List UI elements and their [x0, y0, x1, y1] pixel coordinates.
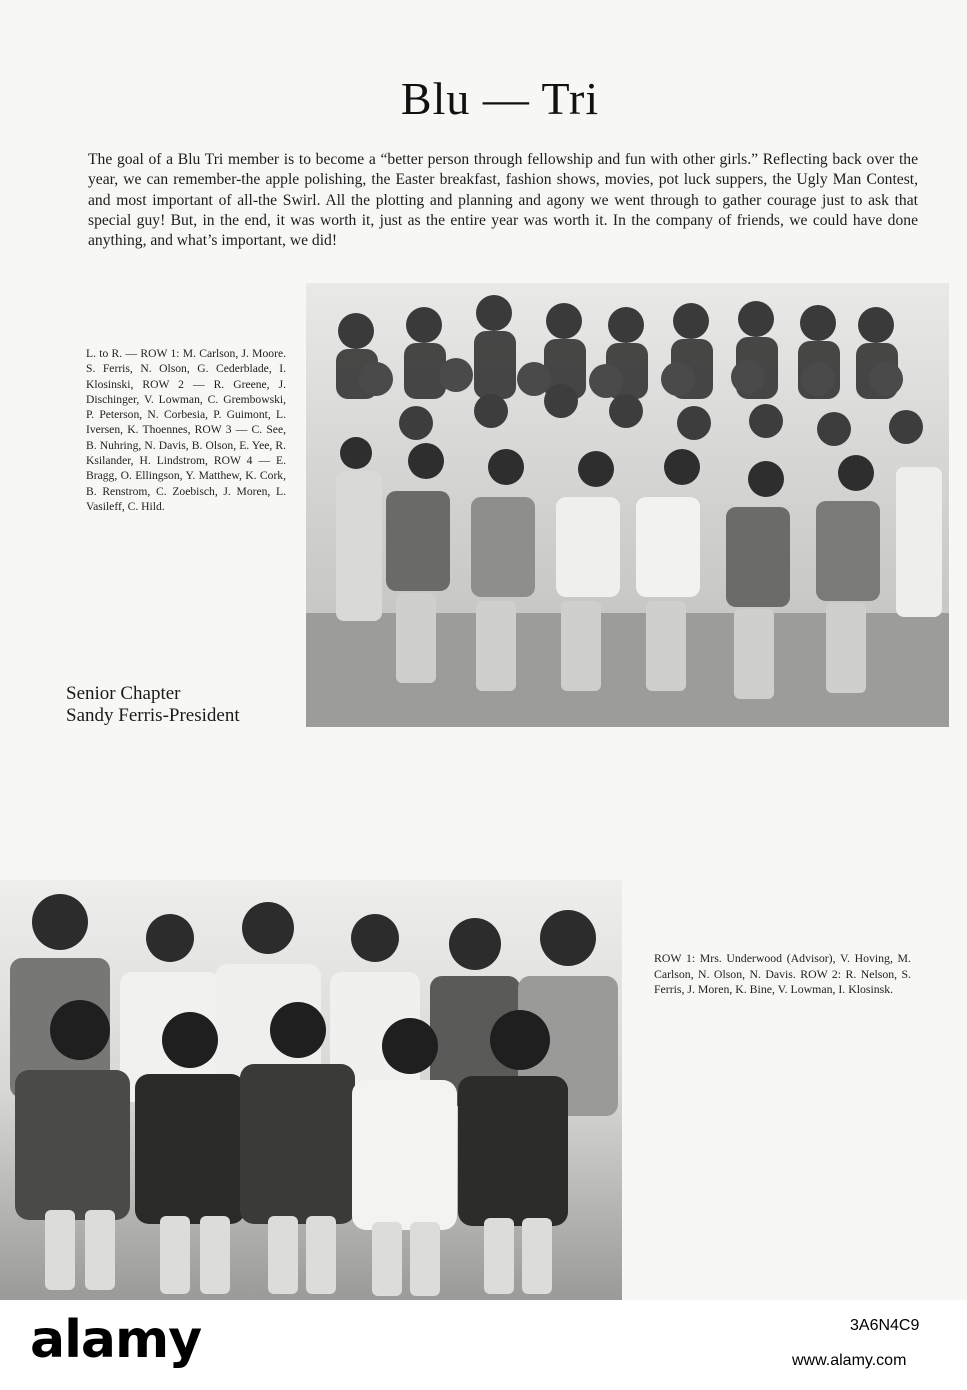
chapter-name: Senior Chapter [66, 683, 181, 704]
senior-photo-caption: L. to R. — ROW 1: M. Carlson, J. Moore. S. Ferris, N. Olson, G. Cederblade, I. Klosinski, ROW 2 — R. Greene, J. Dischinger, V. Lowman, C. Grembowski, P. Peterson, N. Corbesia, P. Guimont, L. Iversen, K. Thoennes, ROW 3 — C. See, B. Nuhring, N. Davis, B. Olson, E. Yee, R. Ksilander, H. Lindstrom, ROW 4 — E. Bragg, O. Ellingson, Y. Matthew, K. Cork, B. Renstrom, C. Zoebisch, J. Moren, L. Vasileff, C. Hild. [86, 347, 286, 513]
stock-url: www.alamy.com [792, 1352, 907, 1369]
alamy-logo: alamy [30, 1310, 202, 1370]
stock-image-id: 3A6N4C9 [850, 1317, 920, 1334]
senior-group-photo [306, 283, 949, 727]
intro-paragraph: The goal of a Blu Tri member is to become a “better person through fellowship and fun with other girls.” Reflecting back over the year, we can remember-the apple polishing, the Easter breakfast, fashion shows, movies, pot luck suppers, the Ugly Man Contest, and most important of all-the Swirl. All the plotting and planning and agony we went through to gather courage just to ask that special guy! But, in the end, it was worth it, just as the entire year was worth it. In the company of friends, we could have done anything, and what’s important, we did! [88, 151, 918, 250]
chapter-label [66, 683, 296, 727]
page-title: Blu — Tri [400, 73, 600, 124]
officers-group-photo-graphic [0, 880, 622, 1300]
officers-photo-caption: ROW 1: Mrs. Underwood (Advisor), V. Hoving, M. Carlson, N. Olson, N. Davis. ROW 2: R. Nelson, S. Ferris, J. Moren, K. Bine, V. Lowman, I. Klosinsk. [654, 951, 911, 997]
chapter-president: Sandy Ferris-President [66, 705, 240, 726]
senior-group-photo-graphic [306, 283, 949, 727]
officers-group-photo [0, 880, 622, 1300]
